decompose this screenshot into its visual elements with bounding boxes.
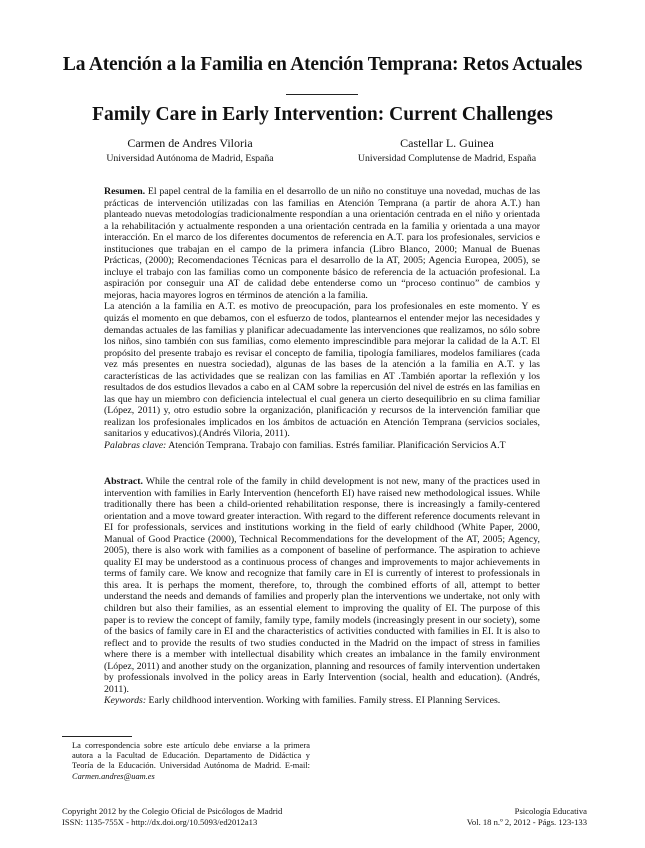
- title-english: Family Care in Early Intervention: Current Challenges: [92, 104, 553, 125]
- footer-journal: Psicología Educativa: [514, 806, 587, 816]
- resumen-section: [104, 186, 540, 452]
- resumen-keywords-text: Atención Temprana. Trabajo con familias. Estrés familiar. Planificación Servicios A.T: [168, 440, 506, 452]
- footer-right: [380, 806, 587, 827]
- title-divider: [286, 94, 358, 95]
- resumen-paragraph-2: La atención a la familia en A.T. es motivo de preocupación, para los profesionales en este momento. Y es quizás el momento en que debamos, con el esfuerzo de todos, plantearnos el entender mejor las necesidades y demandas actuales de las familias y planificar adecuadamente las intervenciones que realizamos, no sólo sobre los niños, sino también con sus familias, como elemento imprescindible para mejorar la calidad de la A.T. El propósito del presente trabajo es revisar el concepto de familia, tipología familiares, modelos familiares (cada vez más presentes en nuestra sociedad), algunas de las bases de la atención a la familia en A.T. y las características de las actividades que se realizan con las familias en AT .También aportar la reflexión y los resultados de dos estudios llevados a cabo en al CAM sobre la repercusión del nivel de estrés en las familias en las que hay un miembro con deficiencia intelectual el cual genera un cierto desequilibrio en su clima familiar (López, 2011) y, otro estudio sobre la organización, planificación y recursos de la intervención familiar que realizan los profesionales implicados en los ámbitos de actuación en Atención Temprana (servicios sociales, sanitarios y educativos).(Andrés Viloria, 2011).: [104, 301, 540, 440]
- abstract-section: [104, 476, 540, 707]
- author-name-2: Castellar L. Guinea: [400, 136, 494, 150]
- abstract-keywords-text: Early childhood intervention. Working with families. Family stress. EI Planning Services.: [148, 695, 501, 707]
- footnote-email[interactable]: Carmen.andres@uam.es: [72, 771, 155, 781]
- resumen-text-1: El papel central de la familia en el desarrollo de un niño no constituye una novedad, muchas de las prácticas de intervención utilizadas con las familias en Atención Temprana (a partir de ahora A.T.) han planteado nuevas metodologías tradicionalmente respondían a una orientación centrada en el niño y orientada a la rehabilitación y actualmente responden a una orientación centrada en la familia y orientada a una mayor interacción. En el marco de los diferentes documentos de referencia en A.T. para los profesionales, servicios e instituciones que trabajan en el campo de la primera infancia (Libro Blanco, 2000; Manual de Buenas Prácticas, (2000); Recomendaciones Técnicas para el desarrollo de la AT, 2005; Agencia Europea, 2005), se incluye el trabajo con las familias como un componente básico de referencia de la actuación profesional. La aspiración por conseguir una AT de calidad debe entenderse como un “proceso continuo” de cambios y mejoras, hacia mayores logros en términos de atención a la familia.: [104, 186, 541, 301]
- footnote-text: La correspondencia sobre este artículo debe enviarse a la primera autora a la Facultad de Educación. Departamento de Didáctica y Teoría de la Educación. Universidad Autónoma de Madrid. E-mail:: [72, 741, 310, 771]
- author-name-1: Carmen de Andres Viloria: [127, 136, 253, 150]
- resumen-label: Resumen.: [104, 186, 146, 197]
- footer-issn: ISSN: 1135-755X - http://dx.doi.org/10.5093/ed2012a13: [62, 816, 258, 827]
- author-affiliation-1: Universidad Autónoma de Madrid, España: [106, 153, 274, 164]
- resumen-keywords: [104, 440, 540, 452]
- footer-copyright: Copyright 2012 by the Colegio Oficial de Psicólogos de Madrid: [62, 806, 283, 816]
- title-spanish: La Atención a la Familia en Atención Temprana: Retos Actuales: [62, 54, 583, 75]
- resumen-keywords-label: Palabras clave:: [104, 440, 167, 452]
- abstract-keywords: [104, 695, 540, 707]
- footer-volume: Vol. 18 n.º 2, 2012 - Págs. 123-133: [466, 816, 587, 827]
- footnote-rule: [62, 736, 132, 737]
- author-affiliation-2: Universidad Complutense de Madrid, España: [357, 153, 537, 164]
- abstract-paragraph: [104, 476, 540, 695]
- abstract-text: While the central role of the family in child development is not new, many of the practices used in intervention with families in Early Intervention (henceforth EI) have raised new methodological issues. While traditionally there has been a child-oriented rehabilitation response, there is increasingly a family-centered orientation and a move toward greater interaction. With regard to the different reference documents relevant in EI for professionals, services and institutions working in the field of early childhood (White Paper, 2000, Manual of Good Practice (2000), Technical Recommendations for the development of the AT, 2005; Agency, 2005), there is also work with families as a component of baseline of performance. The aspiration to achieve quality EI may be understood as a continuous process of changes and improvements to major achievements in terms of family care. We know and recognize that family care in EI is currently of interest to professionals in this area. It is perhaps the moment, therefore, to, through the combined efforts of all, attempt to better understand the needs and demands of families and properly plan the interventions we undertake, not only with children but also their families, as an essential element to improving the quality of EI. The purpose of this paper is to review the concept of family, family type, family models (increasingly present in our society), some of the basics of family care in EI and the characteristics of activities conducted with families in EI. It is also to reflect and to provide the results of two studies conducted in the Madrid on the impact of stress in families where there is a member with intellectual disability which creates an imbalance in the family environment (López, 2011) and another study on the organization, planning and resources of family intervention undertaken by professionals involved in the policy areas in Early Intervention (social, health and education). (Andrés, 2011).: [104, 476, 540, 695]
- footer-left: [62, 806, 362, 827]
- abstract-label: Abstract.: [104, 476, 143, 487]
- abstract-keywords-label: Keywords:: [104, 695, 147, 707]
- correspondence-footnote: [72, 741, 310, 782]
- resumen-paragraph-1: [104, 186, 540, 301]
